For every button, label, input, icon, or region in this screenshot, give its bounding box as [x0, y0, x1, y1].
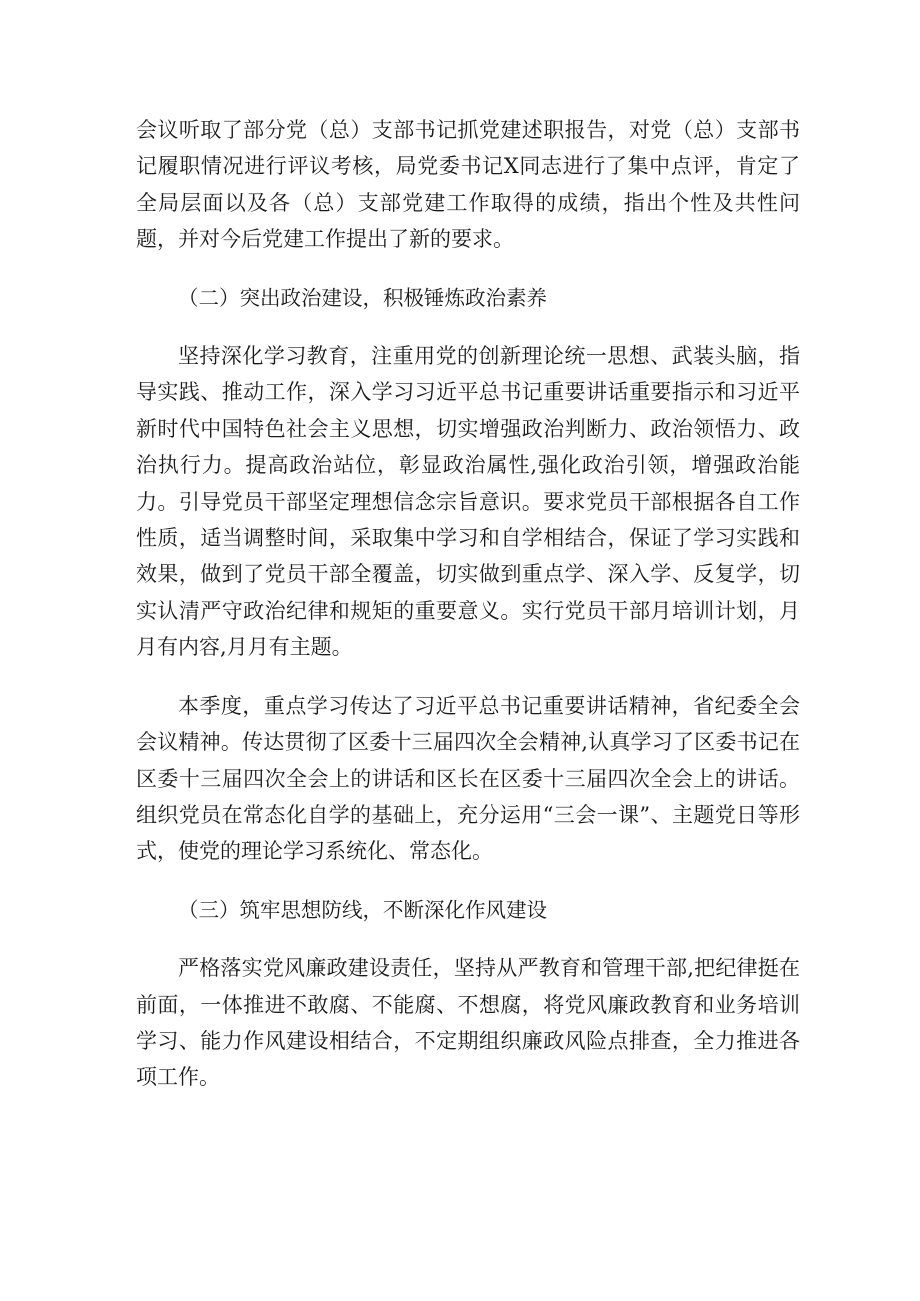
document-body — [136, 112, 800, 1096]
paragraph-quarter-study: 本季度，重点学习传达了习近平总书记重要讲话精神，省纪委全会会议精神。传达贯彻了区委十三届四次全会精神,认真学习了区委书记在区委十三届四次全会上的讲话和区长在区委十三届四次全会上的讲话。组织党员在常态化自学的基础上，充分运用“三会一课”、主题党日等形式，使党的理论学习系统化、常态化。 — [136, 693, 800, 864]
paragraph-study-education: 坚持深化学习教育，注重用党的创新理论统一思想、武装头脑，指导实践、推动工作，深入学习习近平总书记重要讲话重要指示和习近平新时代中国特色社会主义思想，切实增强政治判断力、政治领悟力、政治执行力。提高政治站位，彰显政治属性,强化政治引领，增强政治能力。引导党员干部坚定理想信念宗旨意识。要求党员干部根据各自工作性质，适当调整时间，采取集中学习和自学相结合，保证了学习实践和效果，做到了党员干部全覆盖，切实做到重点学、深入学、反复学，切实认清严守政治纪律和规矩的重要意义。实行党员干部月培训计划，月月有内容,月月有主题。 — [136, 344, 800, 660]
paragraph-integrity-responsibility: 严格落实党风廉政建设责任，坚持从严教育和管理干部,把纪律挺在前面，一体推进不敢腐、不能腐、不想腐，将党风廉政教育和业务培训学习、能力作风建设相结合，不定期组织廉政风险点排查，全力推进各项工作。 — [136, 956, 800, 1090]
paragraph-meeting-summary: 会议听取了部分党（总）支部书记抓党建述职报告，对党（总）支部书记履职情况进行评议考核，局党委书记X同志进行了集中点评，肯定了全局层面以及各（总）支部党建工作取得的成绩，指出个性及共性问题，并对今后党建工作提出了新的要求。 — [136, 118, 800, 252]
section-heading-work-style: （三）筑牢思想防线，不断深化作风建设 — [178, 897, 547, 922]
section-heading-political-building: （二）突出政治建设，积极锤炼政治素养 — [178, 285, 547, 310]
